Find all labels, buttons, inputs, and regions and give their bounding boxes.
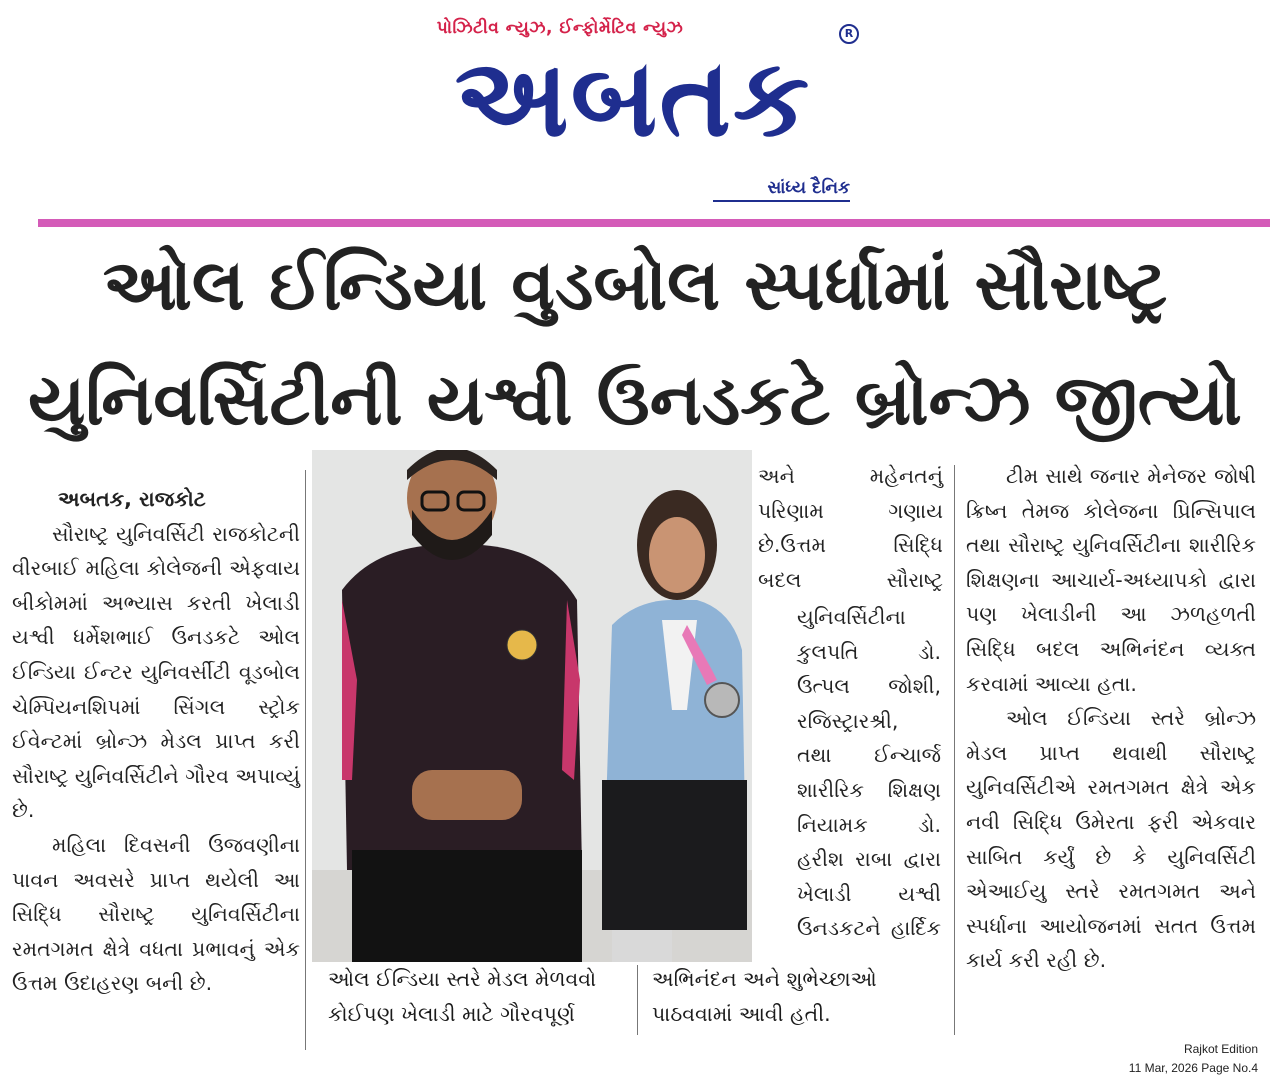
text-line: બદલ સૌરાષ્ટ્ર [758, 567, 943, 592]
text-line: પરિણામ ગણાય [758, 498, 943, 523]
article-column-2-top [758, 459, 943, 597]
text-line: શારીરિક શિક્ષણ [797, 777, 941, 802]
text-line: ઉનડકટને હાર્દિક [797, 916, 941, 941]
newspaper-logo: અબતક [454, 36, 812, 161]
article-paragraph: મહિલા દિવસની ઉજવણીના પાવન અવસરે પ્રાપ્ત થયેલી આ સિદ્ધિ સૌરાષ્ટ્ર યુનિવર્સિટીના રમતગમત ક્ષેત્રે વધતા પ્રભાવનું એક ઉત્તમ ઉદાહરણ બની છે. [12, 832, 300, 996]
column-rule [305, 470, 306, 1050]
column-rule [637, 965, 638, 1035]
article-photo [312, 450, 752, 962]
article-continuation-left: ઓલ ઈન્ડિયા સ્તરે મેડલ મેળવવો કોઈપણ ખેલાડી માટે ગૌરવપૂર્ણ [328, 967, 597, 1026]
article-paragraph: ઓલ ઈન્ડિયા સ્તરે બ્રોન્ઝ મેડલ પ્રાપ્ત થવાથી સૌરાષ્ટ્ર યુનિવર્સિટીએ રમતગમત ક્ષેત્રે એક નવી સિદ્ધિ ઉમેરતા ફરી એકવાર સાબિત કર્યું છે કે યુનિવર્સિટી એઆઈયુ સ્તરે રમતગમત અને સ્પર્ધાના આયોજનમાં સતત ઉત્તમ કાર્ય કરી રહી છે. [966, 706, 1256, 973]
page-info: 11 Mar, 2026 Page No.4 [1128, 1061, 1258, 1075]
text-line: રજિસ્ટ્રારશ્રી, [797, 708, 899, 733]
subtitle-underline [713, 200, 850, 202]
text-line: અને મહેનતનું [758, 464, 943, 488]
text-line: કુલપતિ ડો. [797, 639, 941, 664]
column-rule [954, 465, 955, 1035]
text-line: હરીશ રાબા દ્વારા [797, 847, 941, 872]
edition-label: Rajkot Edition [1183, 1042, 1258, 1056]
photo-illustration [312, 450, 752, 962]
registered-mark-icon: R [839, 24, 859, 44]
text-line: ખેલાડી યશ્વી [797, 881, 941, 906]
text-line: તથા ઈન્ચાર્જ [797, 743, 941, 768]
masthead-subtitle: સાંધ્ય દૈનિક [767, 178, 850, 198]
headline-line-2: યુનિવર્સિટીની યશ્વી ઉનડકટે બ્રોન્ઝ જીત્યો [28, 359, 1242, 441]
article-column-2-middle [797, 600, 941, 946]
masthead-tagline: પોઝિટીવ ન્યુઝ, ઈન્ફોર્મેટિવ ન્યુઝ [436, 18, 684, 38]
headline-line-1: ઓલ ઈન્ડિયા વુડબોલ સ્પર્ધામાં સૌરાષ્ટ્ર [102, 244, 1168, 326]
text-line: નિયામક ડો. [797, 812, 941, 837]
article-paragraph: સૌરાષ્ટ્ર યુનિવર્સિટી રાજકોટની વીરબાઈ મહિલા કોલેજની એફવાય બીકોમમાં અભ્યાસ કરતી ખેલાડી યશ્વી ધર્મેશભાઈ ઉનડકટે ઓલ ઈન્ડિયા ઈન્ટર યુનિવર્સીટી વૂડબોલ ચેમ્પિયનશિપમાં સિંગલ સ્ટ્રોક ઈવેન્ટમાં બ્રોન્ઝ મેડલ પ્રાપ્ત કરી સૌરાષ્ટ્ર યુનિવર્સિટીને ગૌરવ અપાવ્યું છે. [12, 521, 300, 823]
article-paragraph: ટીમ સાથે જનાર મેનેજર જોષી ક્રિષ્ન તેમજ કોલેજના પ્રિન્સિપાલ તથા સૌરાષ્ટ્ર યુનિવર્સિટીના શારીરિક શિક્ષણના આચાર્ય-અધ્યાપકો દ્વારા પણ ખેલાડીની આ ઝળહળતી સિદ્ધિ બદલ અભિનંદન વ્યક્ત કરવામાં આવ્યા હતા. [966, 464, 1256, 696]
text-line: ઉત્પલ જોશી, [797, 674, 941, 699]
text-line: યુનિવર્સિટીના [797, 605, 906, 629]
article-continuation-right: અભિનંદન અને શુભેચ્છાઓ પાઠવવામાં આવી હતી. [652, 967, 877, 1026]
text-line: છે.ઉત્તમ સિદ્ધિ [758, 533, 943, 558]
article-column-3 [966, 459, 1256, 978]
masthead-divider [38, 219, 1270, 227]
article-column-1 [12, 482, 300, 1001]
article-dateline: અબતક, રાજકોટ [58, 487, 206, 511]
